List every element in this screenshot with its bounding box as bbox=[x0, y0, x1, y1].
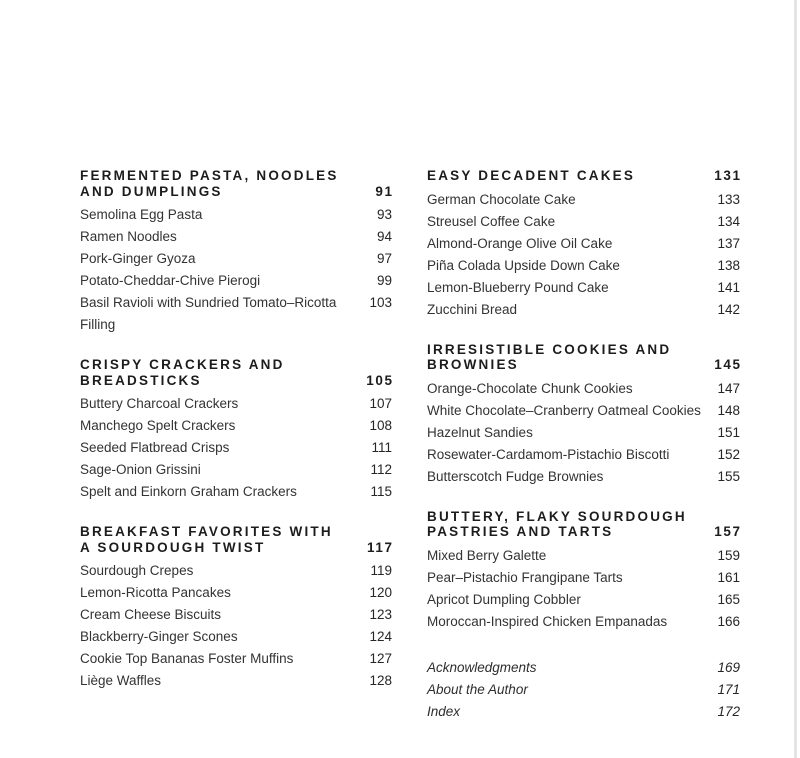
section-heading-title bbox=[80, 357, 285, 388]
toc-entry[interactable] bbox=[427, 444, 740, 466]
toc-entry[interactable] bbox=[80, 270, 392, 292]
toc-entry-title: Cookie Top Bananas Foster Muffins bbox=[80, 651, 294, 666]
toc-entry-page: 172 bbox=[717, 703, 740, 719]
section-page-number: 145 bbox=[714, 357, 742, 372]
section-rows bbox=[427, 189, 740, 321]
toc-content bbox=[80, 168, 740, 723]
toc-entry-title: About the Author bbox=[427, 681, 528, 697]
toc-entry-title: Spelt and Einkorn Graham Crackers bbox=[80, 484, 297, 499]
toc-entry-page: 112 bbox=[370, 462, 392, 477]
toc-entry-title: Pork-Ginger Gyoza bbox=[80, 251, 196, 266]
toc-entry-title: Piña Colada Upside Down Cake bbox=[427, 257, 620, 273]
toc-entry[interactable] bbox=[80, 437, 392, 459]
toc-entry-page: 138 bbox=[717, 257, 740, 273]
toc-entry-title: Potato-Cheddar-Chive Pierogi bbox=[80, 273, 261, 288]
toc-entry-page: 159 bbox=[717, 547, 740, 563]
toc-entry-title: Streusel Coffee Cake bbox=[427, 213, 556, 229]
section-heading-title bbox=[427, 342, 671, 373]
toc-entry-title: Index bbox=[427, 703, 461, 719]
section-heading[interactable] bbox=[427, 509, 740, 540]
toc-entry[interactable] bbox=[80, 204, 392, 226]
heading-line: CRISPY CRACKERS AND bbox=[80, 357, 285, 372]
toc-entry-page: 119 bbox=[370, 563, 392, 578]
toc-entry-page: 134 bbox=[717, 213, 740, 229]
page-edge-line bbox=[794, 0, 797, 758]
section-crispy-crackers bbox=[80, 357, 392, 503]
toc-entry-page: 171 bbox=[717, 681, 740, 697]
section-heading-title bbox=[427, 168, 635, 184]
toc-entry-page: 93 bbox=[376, 207, 392, 222]
toc-entry[interactable] bbox=[427, 567, 740, 589]
section-heading[interactable] bbox=[80, 357, 392, 388]
toc-entry-title: Lemon-Blueberry Pound Cake bbox=[427, 279, 609, 295]
section-heading[interactable] bbox=[427, 342, 740, 373]
toc-entry[interactable] bbox=[427, 422, 740, 444]
toc-entry-about-the-author[interactable] bbox=[427, 679, 740, 701]
section-page-number: 117 bbox=[367, 539, 394, 555]
toc-entry-title: German Chocolate Cake bbox=[427, 191, 576, 207]
toc-entry[interactable] bbox=[80, 670, 392, 692]
toc-entry-page: 165 bbox=[717, 591, 740, 607]
toc-entry-page: 147 bbox=[717, 380, 740, 396]
toc-entry-page: 127 bbox=[369, 651, 392, 666]
section-cookies-brownies bbox=[427, 342, 740, 488]
toc-entry-page: 151 bbox=[717, 424, 740, 440]
toc-entry-page: 141 bbox=[717, 279, 740, 295]
section-heading[interactable] bbox=[80, 524, 392, 555]
toc-entry-acknowledgments[interactable] bbox=[427, 657, 740, 679]
heading-line: EASY DECADENT CAKES bbox=[427, 168, 636, 183]
section-pastries-tarts bbox=[427, 509, 740, 633]
section-easy-cakes bbox=[427, 168, 740, 321]
section-breakfast-favorites bbox=[80, 524, 392, 692]
toc-entry[interactable] bbox=[427, 545, 740, 567]
toc-entry[interactable] bbox=[80, 626, 392, 648]
section-rows bbox=[427, 378, 740, 488]
toc-entry-title: Orange-Chocolate Chunk Cookies bbox=[427, 380, 633, 396]
heading-line: PASTRIES AND TARTS bbox=[427, 524, 614, 539]
toc-entry[interactable] bbox=[427, 299, 740, 321]
toc-entry[interactable] bbox=[427, 378, 740, 400]
toc-entry[interactable] bbox=[80, 292, 392, 336]
toc-entry-title: White Chocolate–Cranberry Oatmeal Cookies bbox=[427, 402, 701, 418]
toc-entry[interactable] bbox=[427, 277, 740, 299]
section-page-number: 105 bbox=[366, 372, 394, 388]
toc-entry-title: Zucchini Bread bbox=[427, 301, 518, 317]
toc-entry[interactable] bbox=[427, 255, 740, 277]
end-matter bbox=[427, 657, 740, 723]
toc-entry-title: Hazelnut Sandies bbox=[427, 424, 533, 440]
toc-entry[interactable] bbox=[80, 226, 392, 248]
toc-entry[interactable] bbox=[427, 211, 740, 233]
toc-entry[interactable] bbox=[80, 560, 392, 582]
toc-entry-page: 94 bbox=[376, 229, 392, 244]
toc-entry-title: Blackberry-Ginger Scones bbox=[80, 629, 238, 644]
toc-entry[interactable] bbox=[80, 582, 392, 604]
toc-entry-page: 103 bbox=[369, 295, 392, 310]
heading-line: BROWNIES bbox=[427, 357, 519, 372]
toc-entry[interactable] bbox=[80, 248, 392, 270]
toc-entry[interactable] bbox=[427, 233, 740, 255]
section-heading-title bbox=[80, 168, 339, 199]
toc-entry-page: 148 bbox=[717, 402, 740, 418]
toc-entry-page: 111 bbox=[371, 440, 392, 455]
toc-entry-page: 128 bbox=[369, 673, 392, 688]
heading-line: AND DUMPLINGS bbox=[80, 183, 223, 199]
toc-entry-title: Mixed Berry Galette bbox=[427, 547, 547, 563]
toc-entry-page: 115 bbox=[370, 484, 392, 499]
toc-entry-title: Basil Ravioli with Sundried Tomato–Ricotta Filling bbox=[80, 295, 337, 332]
toc-entry[interactable] bbox=[80, 459, 392, 481]
section-fermented-pasta bbox=[80, 168, 392, 336]
heading-line: BREADSTICKS bbox=[80, 372, 202, 388]
toc-entry[interactable] bbox=[427, 189, 740, 211]
toc-column-right bbox=[427, 168, 740, 723]
toc-entry-page: 99 bbox=[376, 273, 392, 288]
toc-entry-title: Buttery Charcoal Crackers bbox=[80, 396, 239, 411]
toc-entry-page: 155 bbox=[717, 468, 740, 484]
toc-entry[interactable] bbox=[80, 604, 392, 626]
toc-entry-title: Moroccan-Inspired Chicken Empanadas bbox=[427, 613, 668, 629]
toc-entry-title: Semolina Egg Pasta bbox=[80, 207, 203, 222]
heading-line: IRRESISTIBLE COOKIES AND bbox=[427, 341, 672, 357]
section-heading[interactable] bbox=[427, 168, 740, 184]
section-rows bbox=[80, 204, 392, 336]
toc-entry-title: Manchego Spelt Crackers bbox=[80, 418, 236, 433]
toc-entry[interactable] bbox=[80, 648, 392, 670]
toc-entry[interactable] bbox=[80, 415, 392, 437]
toc-entry-page: 107 bbox=[369, 396, 392, 411]
toc-entry-page: 97 bbox=[376, 251, 392, 266]
toc-entry[interactable] bbox=[80, 393, 392, 415]
toc-entry[interactable] bbox=[80, 481, 392, 503]
toc-entry-page: 142 bbox=[717, 301, 740, 317]
toc-entry-page: 133 bbox=[717, 191, 740, 207]
toc-entry-page: 124 bbox=[369, 629, 392, 644]
toc-entry-title: Seeded Flatbread Crisps bbox=[80, 440, 230, 455]
toc-column-left bbox=[80, 168, 392, 723]
section-page-number: 157 bbox=[714, 524, 742, 539]
toc-entry-page: 137 bbox=[717, 235, 740, 251]
toc-entry[interactable] bbox=[427, 589, 740, 611]
toc-entry-page: 123 bbox=[369, 607, 392, 622]
toc-entry-title: Butterscotch Fudge Brownies bbox=[427, 468, 604, 484]
toc-entry-title: Rosewater-Cardamom-Pistachio Biscotti bbox=[427, 446, 670, 462]
section-page-number: 91 bbox=[375, 183, 394, 199]
toc-entry-index[interactable] bbox=[427, 701, 740, 723]
section-rows bbox=[80, 393, 392, 503]
section-heading-title bbox=[427, 509, 687, 540]
toc-entry-title: Sage-Onion Grissini bbox=[80, 462, 201, 477]
toc-entry[interactable] bbox=[427, 611, 740, 633]
toc-entry-title: Acknowledgments bbox=[427, 659, 537, 675]
heading-line: BREAKFAST FAVORITES WITH bbox=[80, 524, 333, 539]
toc-entry-page: 161 bbox=[717, 569, 740, 585]
heading-line: A SOURDOUGH TWIST bbox=[80, 539, 266, 555]
section-heading-title bbox=[80, 524, 333, 555]
toc-entry-title: Ramen Noodles bbox=[80, 229, 177, 244]
section-rows bbox=[80, 560, 392, 692]
toc-entry-page: 120 bbox=[369, 585, 392, 600]
toc-entry-page: 169 bbox=[717, 659, 740, 675]
toc-entry-title: Lemon-Ricotta Pancakes bbox=[80, 585, 231, 600]
section-rows bbox=[427, 545, 740, 633]
toc-entry-title: Liège Waffles bbox=[80, 673, 162, 688]
toc-entry-title: Almond-Orange Olive Oil Cake bbox=[427, 235, 613, 251]
section-page-number: 131 bbox=[714, 168, 742, 183]
heading-line: FERMENTED PASTA, NOODLES bbox=[80, 168, 339, 183]
toc-entry[interactable] bbox=[427, 466, 740, 488]
heading-line: BUTTERY, FLAKY SOURDOUGH bbox=[427, 508, 687, 524]
toc-entry-page: 108 bbox=[369, 418, 392, 433]
toc-entry-title: Sourdough Crepes bbox=[80, 563, 194, 578]
toc-entry-page: 152 bbox=[717, 446, 740, 462]
section-heading[interactable] bbox=[80, 168, 392, 199]
toc-entry-title: Apricot Dumpling Cobbler bbox=[427, 591, 581, 607]
toc-entry-title: Cream Cheese Biscuits bbox=[80, 607, 222, 622]
toc-entry-title: Pear–Pistachio Frangipane Tarts bbox=[427, 569, 623, 585]
toc-entry[interactable] bbox=[427, 400, 740, 422]
toc-entry-page: 166 bbox=[717, 613, 740, 629]
